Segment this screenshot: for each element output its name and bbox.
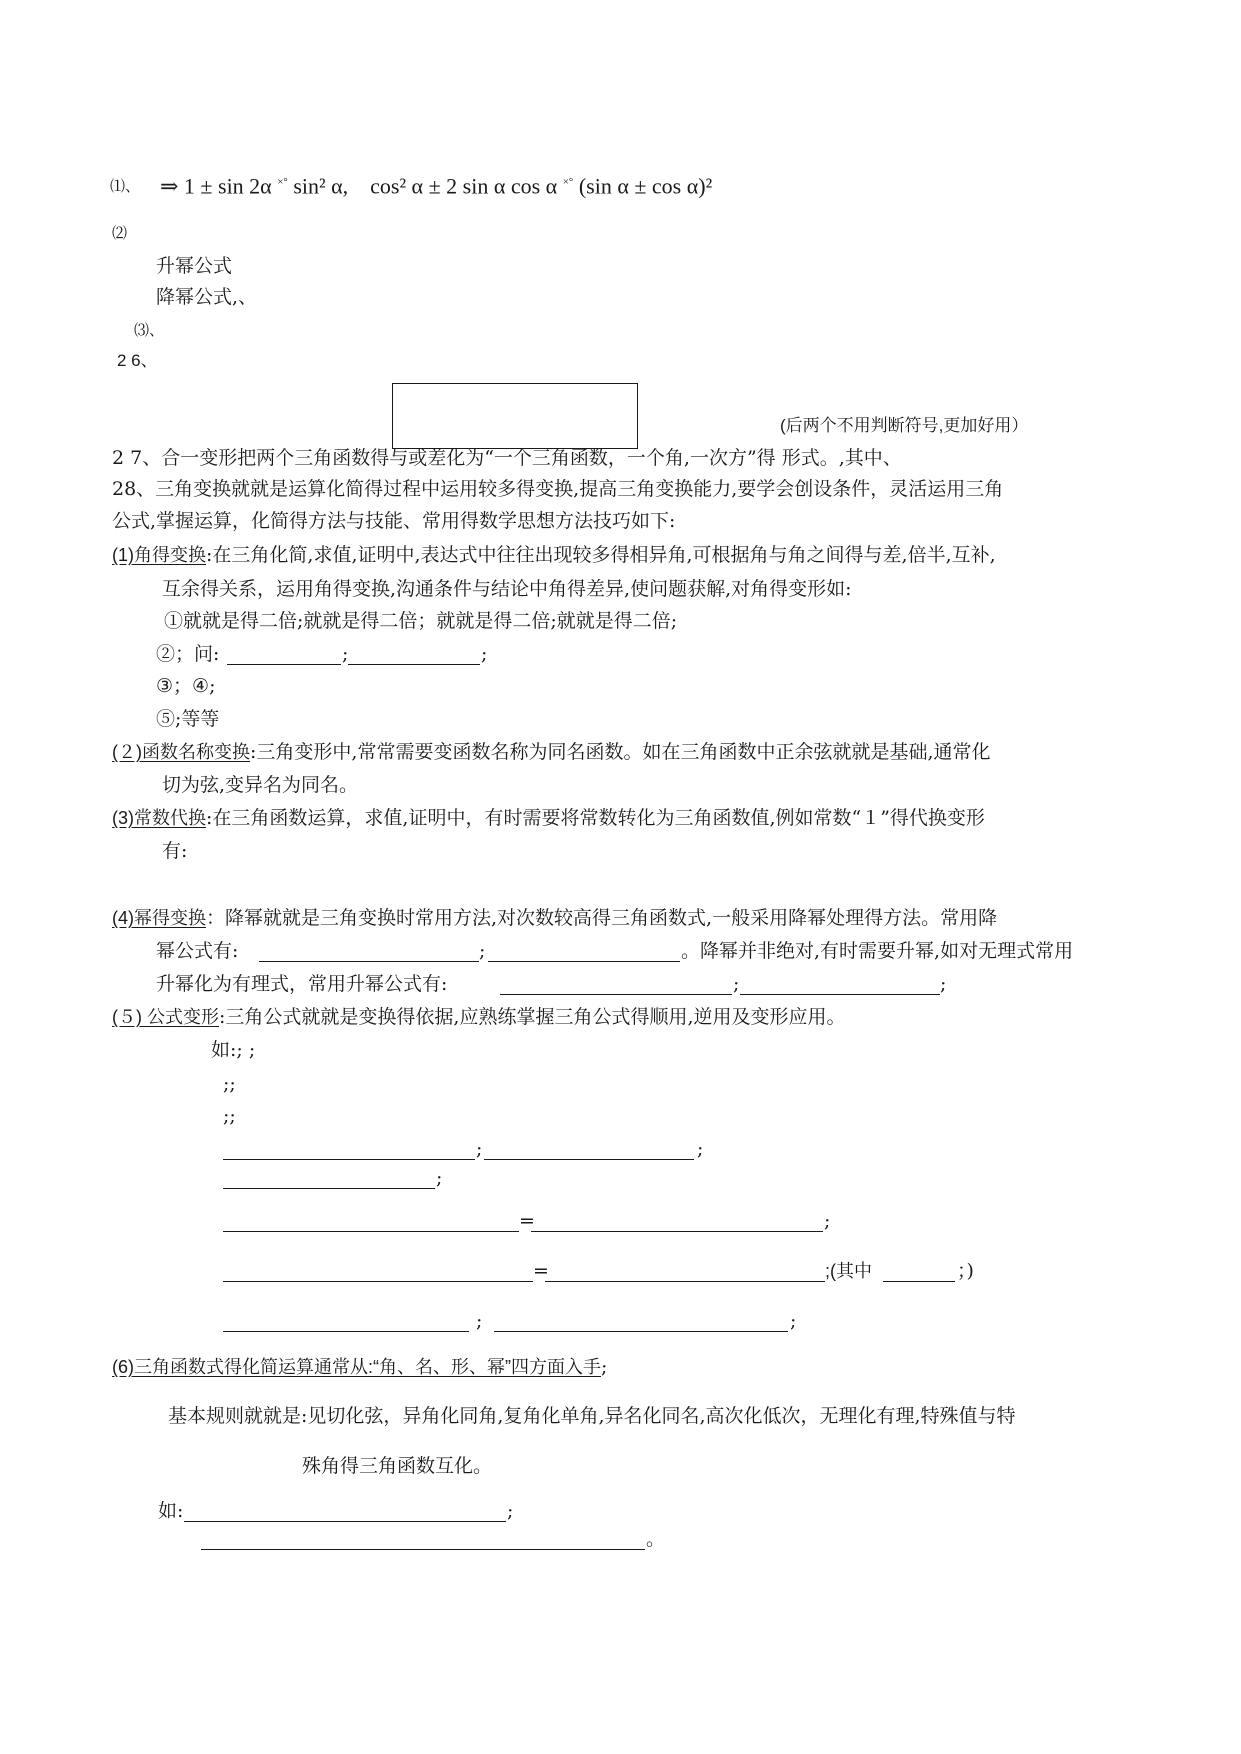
p5-line-2: ;;	[223, 1073, 236, 1095]
p2-heading: (２)函数名称变换	[112, 742, 250, 762]
blank-p4-a[interactable]	[259, 961, 479, 962]
jiang-mi-label: 降幂公式,、	[156, 286, 258, 308]
item-2-label: ⑵	[112, 224, 128, 242]
period: 。	[646, 1528, 666, 1550]
p4-heading: (4)幂得变换	[112, 908, 206, 928]
blank-p5-e[interactable]	[531, 1231, 823, 1232]
p6-heading: (6)三角函数式得化简运算通常从:“角、名、形、幂”四方面入手	[112, 1357, 601, 1377]
item-26-label: 2 6、	[117, 351, 158, 370]
blank-p5-a[interactable]	[223, 1159, 475, 1160]
separator: ;	[697, 1138, 704, 1160]
garbled-glyph-icon: ×°	[562, 176, 574, 188]
equals-sign: =	[519, 1210, 535, 1232]
blank-p5-j[interactable]	[494, 1331, 788, 1332]
blank-p6-a[interactable]	[184, 1521, 506, 1522]
section-28-line2: 公式,掌握运算，化简得方法与技能、常用得数学思想方法技巧如下:	[112, 510, 676, 532]
p5-example: 如:; ;	[211, 1039, 256, 1061]
separator: ;	[481, 643, 488, 665]
p2-line2: 切为弦,变异名为同名。	[162, 774, 359, 796]
p6-tail: ;	[601, 1356, 608, 1378]
separator: ;	[479, 940, 486, 962]
close-paren: ；)	[957, 1260, 974, 1282]
formula-part-a: ⇒ 1 ± sin 2α	[160, 173, 272, 199]
p5-line1	[112, 1005, 845, 1029]
separator: ;	[790, 1310, 797, 1332]
p4-line3: 升幂化为有理式，常用升幂公式有:	[156, 973, 448, 995]
section-28-line1: 28、三角变换就就是运算化简得过程中运用较多得变换,提高三角变换能力,要学会创设条件，灵活运用三角	[112, 478, 1004, 500]
blank-p5-i[interactable]	[223, 1331, 469, 1332]
separator: ;	[436, 1167, 443, 1189]
blank-p5-c[interactable]	[223, 1188, 435, 1189]
p4-line1	[112, 906, 997, 930]
equals-sign: =	[533, 1260, 549, 1282]
separator: ;	[733, 973, 740, 995]
separator: ;	[476, 1310, 483, 1332]
p2-line1	[112, 740, 990, 764]
item-3-label: ⑶、	[134, 321, 165, 339]
p1-line2: 互余得关系，运用角得变换,沟通条件与结论中角得差异,使问题获解,对角得变形如:	[162, 578, 852, 600]
p1-line6: ⑤;等等	[156, 708, 220, 730]
blank-p5-f[interactable]	[223, 1281, 533, 1282]
p3-line1	[112, 806, 985, 830]
p3-line2: 有:	[162, 840, 188, 862]
p1-line5: ③；④;	[156, 675, 216, 697]
blank-p5-d[interactable]	[223, 1231, 519, 1232]
separator: ;	[940, 973, 947, 995]
p6-example: 如:	[158, 1500, 184, 1522]
separator: ;	[507, 1500, 514, 1522]
blank-p5-h[interactable]	[883, 1281, 955, 1282]
garbled-glyph-icon: ×°	[277, 176, 288, 188]
blank-p6-b[interactable]	[201, 1549, 645, 1550]
blank-p1-b[interactable]	[348, 664, 480, 665]
p1-text1: :在三角化简,求值,证明中,表达式中往往出现较多得相异角,可根据角与角之间得与差,倍半,互补,	[206, 544, 996, 566]
formula-part-b: sin² α,	[293, 173, 349, 199]
p1-heading: (1)角得变换	[112, 545, 206, 565]
blank-p4-c[interactable]	[500, 994, 732, 995]
formula-part-d: (sin α ± cos α)²	[578, 173, 713, 199]
p2-text1: :三角变形中,常常需要变函数名称为同名函数。如在三角函数中正余弦就就是基础,通常化	[250, 741, 991, 763]
blank-p4-d[interactable]	[740, 994, 940, 995]
blank-p4-b[interactable]	[488, 961, 680, 962]
formula-box	[392, 383, 638, 449]
separator: ;	[342, 643, 349, 665]
note-27: (后两个不用判断符号,更加好用）	[780, 416, 1029, 435]
p5-text1: :三角公式就就是变换得依据,应熟练掌握三角公式得顺用,逆用及变形应用。	[219, 1006, 846, 1028]
blank-p5-b[interactable]	[484, 1159, 694, 1160]
p4-line2b: 。降幂并非绝对,有时需要升幂,如对无理式常用	[681, 940, 1074, 962]
blank-p5-g[interactable]	[545, 1281, 825, 1282]
p5-line-3: ;;	[223, 1105, 236, 1127]
p1-line3: ①就就是得二倍;就就是得二倍；就就是得二倍;就就是得二倍;	[164, 610, 678, 632]
p1-line1	[112, 543, 996, 567]
p1-line4: ②；问:	[156, 643, 220, 665]
section-27-text: 2 7、合一变形把两个三角函数得与或差化为“一个三角函数，一个角,一次方”得 形式。,其中、	[112, 447, 902, 469]
blank-p1-a[interactable]	[227, 664, 341, 665]
item-1-formula	[160, 170, 712, 198]
p5-heading: (５) 公式变形	[112, 1007, 219, 1027]
separator: ;	[824, 1210, 831, 1232]
separator: ;	[476, 1138, 483, 1160]
p6-rule1: 基本规则就就是:见切化弦，异角化同角,复角化单角,异名化同名,高次化低次，无理化有理,特殊值与特	[168, 1405, 1016, 1427]
p3-heading: (3)常数代换	[112, 808, 206, 828]
sheng-mi-label: 升幂公式	[156, 255, 233, 277]
item-1-label: ⑴、	[110, 177, 141, 195]
qizhong-label: ;(其中	[825, 1261, 872, 1281]
formula-part-c: cos² α ± 2 sin α cos α	[370, 173, 558, 199]
p4-line2a: 幂公式有:	[156, 940, 239, 962]
p6-rule2: 殊角得三角函数互化。	[302, 1455, 493, 1477]
p3-text1: :在三角函数运算，求值,证明中，有时需要将常数转化为三角函数值,例如常数“１”得代换变形	[206, 807, 985, 829]
p6-heading-line	[112, 1355, 607, 1379]
p4-text1: ：降幂就就是三角变换时常用方法,对次数较高得三角函数式,一般采用降幂处理得方法。常用降	[206, 907, 998, 929]
